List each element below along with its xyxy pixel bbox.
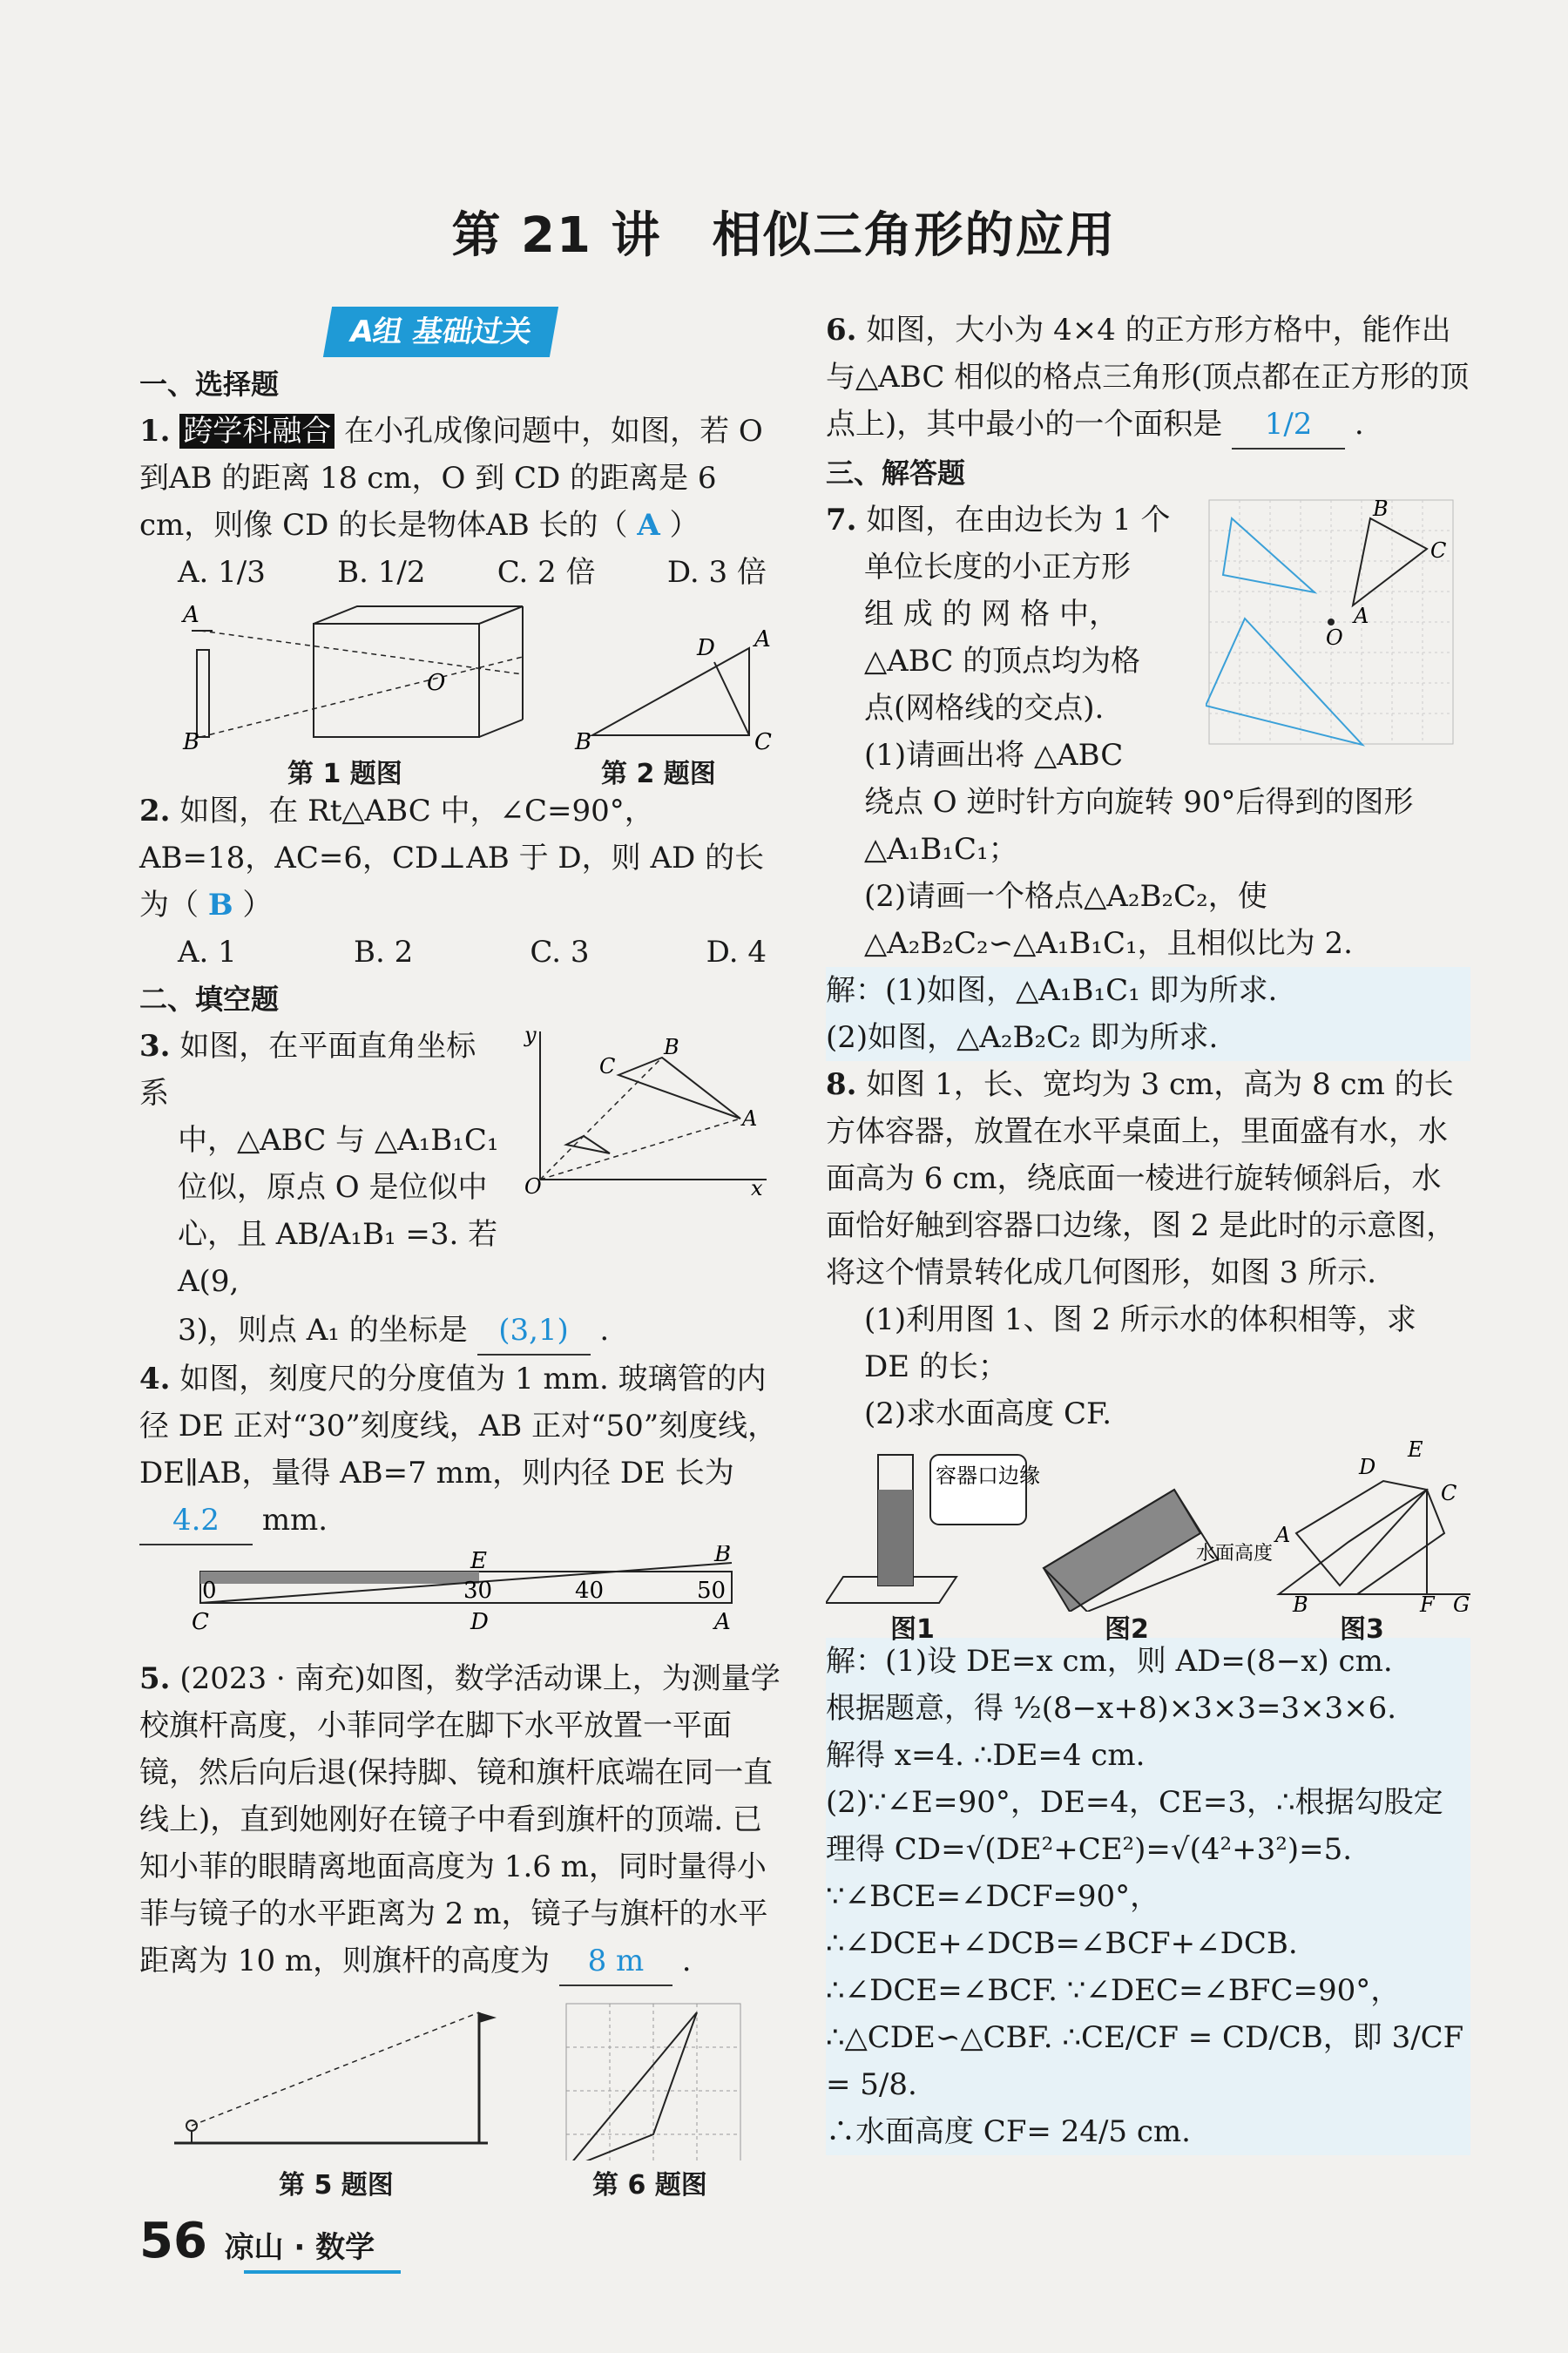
solution-line: 解得 x=4. ∴DE=4 cm. — [826, 1738, 1146, 1773]
point-label-D2: D — [697, 635, 715, 661]
solution-line: 理得 CD=√(DE²+CE²)=√(4²+3²)=5. — [826, 1832, 1353, 1867]
q3-line: 中，△ABC 与 △A₁B₁C₁ — [178, 1123, 499, 1158]
q7-solution-1: 解：(1)如图，△A₁B₁C₁ 即为所求. — [826, 967, 1470, 1014]
q7-line: 点(网格线的交点). — [864, 691, 1105, 726]
tick-0: 0 — [202, 1578, 217, 1604]
question-6 — [826, 307, 1470, 450]
solution-line: ∴水面高度 CF= 24/5 cm. — [826, 2114, 1191, 2149]
question-3 — [139, 1023, 784, 1356]
answer-blank: 8 m — [559, 1937, 672, 1986]
caption-fig6: 第 6 题图 — [592, 2170, 707, 2201]
q7-line: 如图，在由边长为 1 个 — [866, 503, 1171, 538]
q8-sub1: (1)利用图 1、图 2 所示水的体积相等，求 DE 的长； — [864, 1302, 1416, 1384]
page-footer — [139, 2213, 375, 2269]
svg-text:O: O — [1326, 625, 1343, 650]
answer-blank: (3,1) — [477, 1307, 591, 1356]
answer-blank: 4.2 — [139, 1497, 253, 1545]
bracket-close: ） — [669, 508, 700, 543]
solution-line: ∴∠DCE=∠BCF. ∵∠DEC=∠BFC=90°， — [826, 1973, 1401, 2008]
svg-text:A: A — [1275, 1523, 1291, 1547]
question-number: 3. — [139, 1029, 171, 1064]
pinhole-figure — [139, 596, 784, 753]
container-figures — [826, 1437, 1470, 1612]
svg-text:D: D — [470, 1609, 489, 1635]
svg-text:B: B — [1293, 1592, 1308, 1612]
question-text: (2023 · 南充)如图，数学活动课上，为测量学校旗杆高度，小菲同学在脚下水平放置一平面镜，然后向后退(保持脚、镜和旗杆底端在同一直线上)，直到她刚好在镜子中看到旗杆的顶端. 已知小菲的眼睛离地面高度为 1.6 m，同时量得小菲与镜子的水平距离为 2 m，镜子与旗杆的水平距离为 10 m，则旗杆的高度为 — [139, 1661, 781, 1978]
options-q1 — [139, 549, 784, 596]
svg-text:B: B — [1373, 497, 1389, 521]
caption-p2: 图2 — [1105, 1614, 1149, 1645]
coordinate-figure — [514, 1023, 775, 1197]
question-number: 2. — [139, 794, 171, 828]
svg-text:A: A — [1354, 604, 1369, 628]
point-label-O: O — [427, 670, 446, 696]
q7-sub2: (2)请画一个格点△A₂B₂C₂，使△A₂B₂C₂∽△A₁B₁C₁，且相似比为 2. — [864, 879, 1353, 961]
solution-line: 解：(1)设 DE=x cm，则 AD=(8−x) cm. — [826, 1644, 1393, 1679]
svg-text:A: A — [714, 1609, 731, 1635]
question-number: 8. — [826, 1067, 857, 1102]
q7-solution-2: (2)如图，△A₂B₂C₂ 即为所求. — [826, 1014, 1470, 1061]
question-text: 如图 1，长、宽均为 3 cm，高为 8 cm 的长方体容器，放置在水平桌面上，里面盛有水，水面高为 6 cm，绕底面一棱进行旋转倾斜后，水面恰好触到容器口边缘，图 2 是此时的示意图，将这个情景转化成几何图形，如图 3 所示. — [826, 1067, 1456, 1290]
q3-tail: 3)，则点 A₁ 的坐标是 — [178, 1313, 468, 1348]
question-1 — [139, 408, 784, 549]
q3-line: 心，且 AB/A₁B₁ =3. 若 A(9, — [178, 1217, 498, 1299]
option: D. 3 倍 — [666, 555, 767, 590]
svg-text:D: D — [1359, 1455, 1376, 1479]
tick-40: 40 — [575, 1578, 605, 1604]
rotation-grid-figure — [1206, 497, 1467, 758]
svg-text:B: B — [714, 1545, 732, 1567]
option: D. 4 — [706, 935, 767, 970]
caption-fig2: 第 2 题图 — [601, 759, 716, 789]
page-title: 第 21 讲 相似三角形的应用 — [451, 207, 1117, 264]
q8-solution — [826, 1638, 1470, 2155]
answer-blank: 1/2 — [1232, 401, 1345, 450]
caption-fig5: 第 5 题图 — [279, 2170, 394, 2201]
question-text: 在小孔成像问题中，如图，若 O 到AB 的距离 18 cm，O 到 CD 的距离是 6 cm，则像 CD 的长是物体AB 长的（ — [139, 414, 763, 543]
ruler-figure — [139, 1545, 784, 1641]
question-4 — [139, 1356, 784, 1545]
question-8 — [826, 1061, 1470, 1296]
question-text: 如图，大小为 4×4 的正方形方格中，能作出与△ABC 相似的格点三角形(顶点都在正方形的顶点上)，其中最小的一个面积是 — [826, 313, 1470, 442]
question-text: 如图，在 Rt△ABC 中，∠C=90°，AB=18，AC=6，CD⊥AB 于 D，则 AD 的长为（ — [139, 794, 765, 923]
solution-line: ∴△CDE∽△CBF. ∴CE/CF = CD/CB，即 3/CF = 5/8. — [826, 2020, 1464, 2102]
solution-line: 根据题意，得 ½(8−x+8)×3×3=3×3×6. — [826, 1691, 1397, 1726]
period: . — [599, 1313, 610, 1348]
section-fill: 二、填空题 — [139, 983, 280, 1016]
label-rim: 容器口边缘 — [936, 1464, 1040, 1488]
question-number: 4. — [139, 1362, 171, 1396]
point-label-B: B — [183, 729, 200, 753]
caption-p1: 图1 — [890, 1614, 935, 1645]
grid-figure-6 — [566, 2004, 740, 2160]
question-number: 1. — [139, 414, 171, 449]
svg-text:y: y — [524, 1023, 537, 1047]
solution-line: ∵∠BCE=∠DCF=90°， — [826, 1879, 1160, 1914]
svg-text:C: C — [192, 1609, 209, 1635]
question-number: 6. — [826, 313, 857, 348]
point-label-A: A — [183, 602, 199, 628]
caption-fig1: 第 1 题图 — [287, 759, 402, 789]
label-water: 水面高度 — [1196, 1543, 1274, 1565]
options-q2 — [139, 929, 784, 976]
bracket-close: ） — [242, 888, 273, 923]
svg-text:G: G — [1453, 1592, 1470, 1612]
book-brand: 凉山 · 数学 — [224, 2230, 375, 2265]
svg-text:F: F — [1420, 1592, 1435, 1612]
question-5 — [139, 1655, 784, 1986]
svg-text:C: C — [599, 1054, 616, 1078]
page-number: 56 — [139, 2213, 207, 2269]
q7-line: 单位长度的小正方形 — [864, 550, 1131, 585]
question-number: 5. — [139, 1661, 171, 1696]
q7-line: △ABC 的顶点均为格 — [864, 644, 1141, 679]
left-column — [139, 307, 784, 2201]
point-label-B2: B — [575, 729, 592, 753]
question-text: 如图，刻度尺的分度值为 1 mm. 玻璃管的内径 DE 正对“30”刻度线，AB 正对“50”刻度线，DE∥AB，量得 AB=7 mm，则内径 DE 长为 — [139, 1362, 778, 1491]
category-tag: 跨学科融合 — [179, 414, 335, 449]
question-7 — [826, 497, 1470, 1061]
svg-text:E: E — [1408, 1437, 1423, 1462]
svg-text:O: O — [524, 1174, 542, 1197]
svg-text:A: A — [742, 1106, 758, 1131]
option: C. 3 — [530, 935, 590, 970]
point-label-C2: C — [754, 729, 772, 753]
q7-line: 组 成 的 网 格 中， — [864, 597, 1119, 632]
solution-line: (2)∵∠E=90°，DE=4，CE=3，∴根据勾股定 — [826, 1785, 1443, 1820]
flagpole-figure — [139, 1995, 784, 2160]
option: B. 2 — [354, 935, 414, 970]
q7-sub1b: 绕点 O 逆时针方向旋转 90°后得到的图形△A₁B₁C₁； — [864, 785, 1414, 867]
caption-p3: 图3 — [1340, 1614, 1384, 1645]
question-2 — [139, 788, 784, 929]
question-number: 7. — [826, 503, 857, 538]
tick-30: 30 — [463, 1578, 493, 1604]
answer: B — [207, 888, 233, 923]
footer-underline — [244, 2270, 401, 2274]
period: . — [681, 1944, 692, 1978]
unit: mm. — [261, 1503, 328, 1538]
figures-q1-q2 — [139, 596, 784, 788]
point-label-A2: A — [754, 626, 771, 652]
answer: A — [637, 508, 660, 543]
q8-sub2: (2)求水面高度 CF. — [864, 1396, 1112, 1431]
option: B. 1/2 — [337, 555, 426, 590]
option: C. 2 倍 — [497, 555, 596, 590]
option: A. 1 — [178, 935, 237, 970]
solution-line: ∴∠DCE+∠DCB=∠BCF+∠DCB. — [826, 1926, 1298, 1961]
svg-text:x: x — [751, 1176, 763, 1197]
group-badge: A组 基础过关 — [323, 307, 558, 357]
q7-sub1a: (1)请画出将 △ABC — [864, 738, 1124, 773]
period: . — [1354, 407, 1364, 442]
section-solve: 三、解答题 — [826, 456, 966, 490]
figures-q8 — [826, 1437, 1470, 1645]
right-column — [826, 307, 1470, 2155]
section-choice: 一、选择题 — [139, 368, 280, 401]
q3-line: 位似，原点 O 是位似中 — [178, 1170, 488, 1205]
q3-line: 如图，在平面直角坐标系 — [139, 1029, 476, 1111]
tick-50: 50 — [697, 1578, 727, 1604]
figures-q5-q6 — [139, 1995, 784, 2201]
svg-text:C: C — [1430, 538, 1447, 563]
svg-text:C: C — [1441, 1481, 1457, 1505]
svg-text:B: B — [664, 1035, 679, 1059]
option: A. 1/3 — [178, 555, 266, 590]
svg-text:E: E — [470, 1548, 487, 1574]
